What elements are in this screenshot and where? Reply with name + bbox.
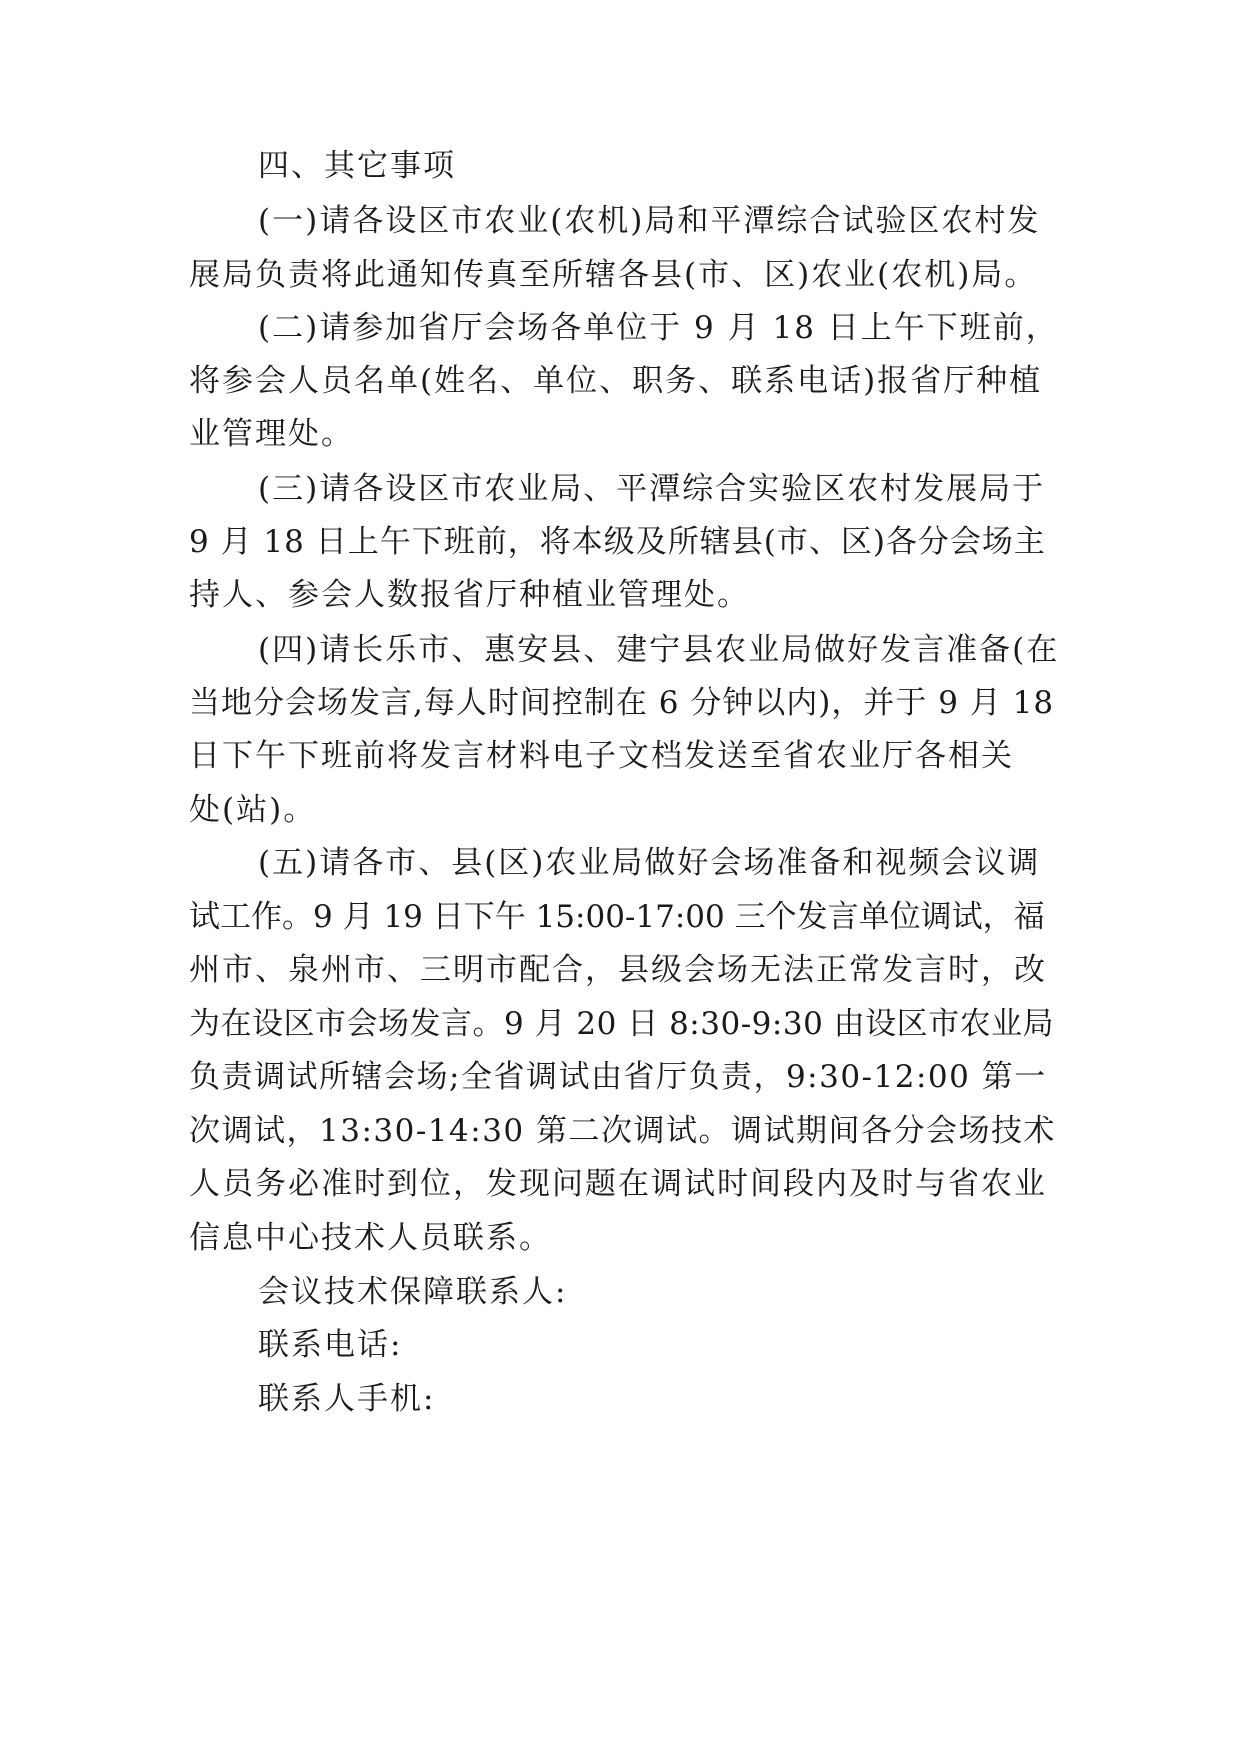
paragraph-line: 试工作。9 月 19 日下午 15:00-17:00 三个发言单位调试，福 bbox=[189, 899, 1045, 935]
section-heading: 四、其它事项 bbox=[258, 148, 456, 184]
paragraph-line: 当地分会场发言,每人时间控制在 6 分钟以内)，并于 9 月 18 bbox=[189, 685, 1055, 721]
paragraph-line: 持人、参会人数报省厅种植业管理处。 bbox=[189, 577, 750, 613]
paragraph-line: 将参会人员名单(姓名、单位、职务、联系电话)报省厅种植 bbox=[189, 363, 1043, 399]
paragraph-line: 展局负责将此通知传真至所辖各县(市、区)农业(农机)局。 bbox=[189, 257, 1038, 293]
paragraph-line: 业管理处。 bbox=[189, 416, 354, 452]
contact-phone-label: 联系电话: bbox=[258, 1327, 403, 1363]
paragraph-line: (一)请各设区市农业(农机)局和平潭综合试验区农村发 bbox=[258, 203, 1041, 239]
contact-person-label: 会议技术保障联系人: bbox=[258, 1274, 568, 1310]
contact-mobile-label: 联系人手机: bbox=[258, 1381, 436, 1417]
paragraph-line: (四)请长乐市、惠安县、建宁县农业局做好发言准备(在 bbox=[258, 632, 1060, 668]
paragraph-line: 人员务必准时到位，发现问题在调试时间段内及时与省农业 bbox=[189, 1166, 1047, 1202]
paragraph-line: 9 月 18 日上午下班前，将本级及所辖县(市、区)各分会场主 bbox=[189, 524, 1046, 560]
paragraph-line: 负责调试所辖会场;全省调试由省厅负责，9:30-12:00 第一 bbox=[189, 1059, 1047, 1095]
paragraph-line: 处(站)。 bbox=[189, 792, 317, 828]
paragraph-line: 为在设区市会场发言。9 月 20 日 8:30-9:30 由设区市农业局 bbox=[189, 1006, 1055, 1042]
paragraph-line: 州市、泉州市、三明市配合，县级会场无法正常发言时，改 bbox=[189, 952, 1047, 988]
paragraph-line: (五)请各市、县(区)农业局做好会场准备和视频会议调 bbox=[258, 845, 1041, 881]
paragraph-line: 次调试，13:30-14:30 第二次调试。调试期间各分会场技术 bbox=[189, 1113, 1057, 1149]
paragraph-line: (三)请各设区市农业局、平潭综合实验区农村发展局于 bbox=[258, 471, 1046, 507]
paragraph-line: 信息中心技术人员联系。 bbox=[189, 1220, 552, 1256]
paragraph-line: (二)请参加省厅会场各单位于 9 月 18 日上午下班前， bbox=[258, 310, 1059, 346]
paragraph-line: 日下午下班前将发言材料电子文档发送至省农业厅各相关 bbox=[189, 738, 1014, 774]
